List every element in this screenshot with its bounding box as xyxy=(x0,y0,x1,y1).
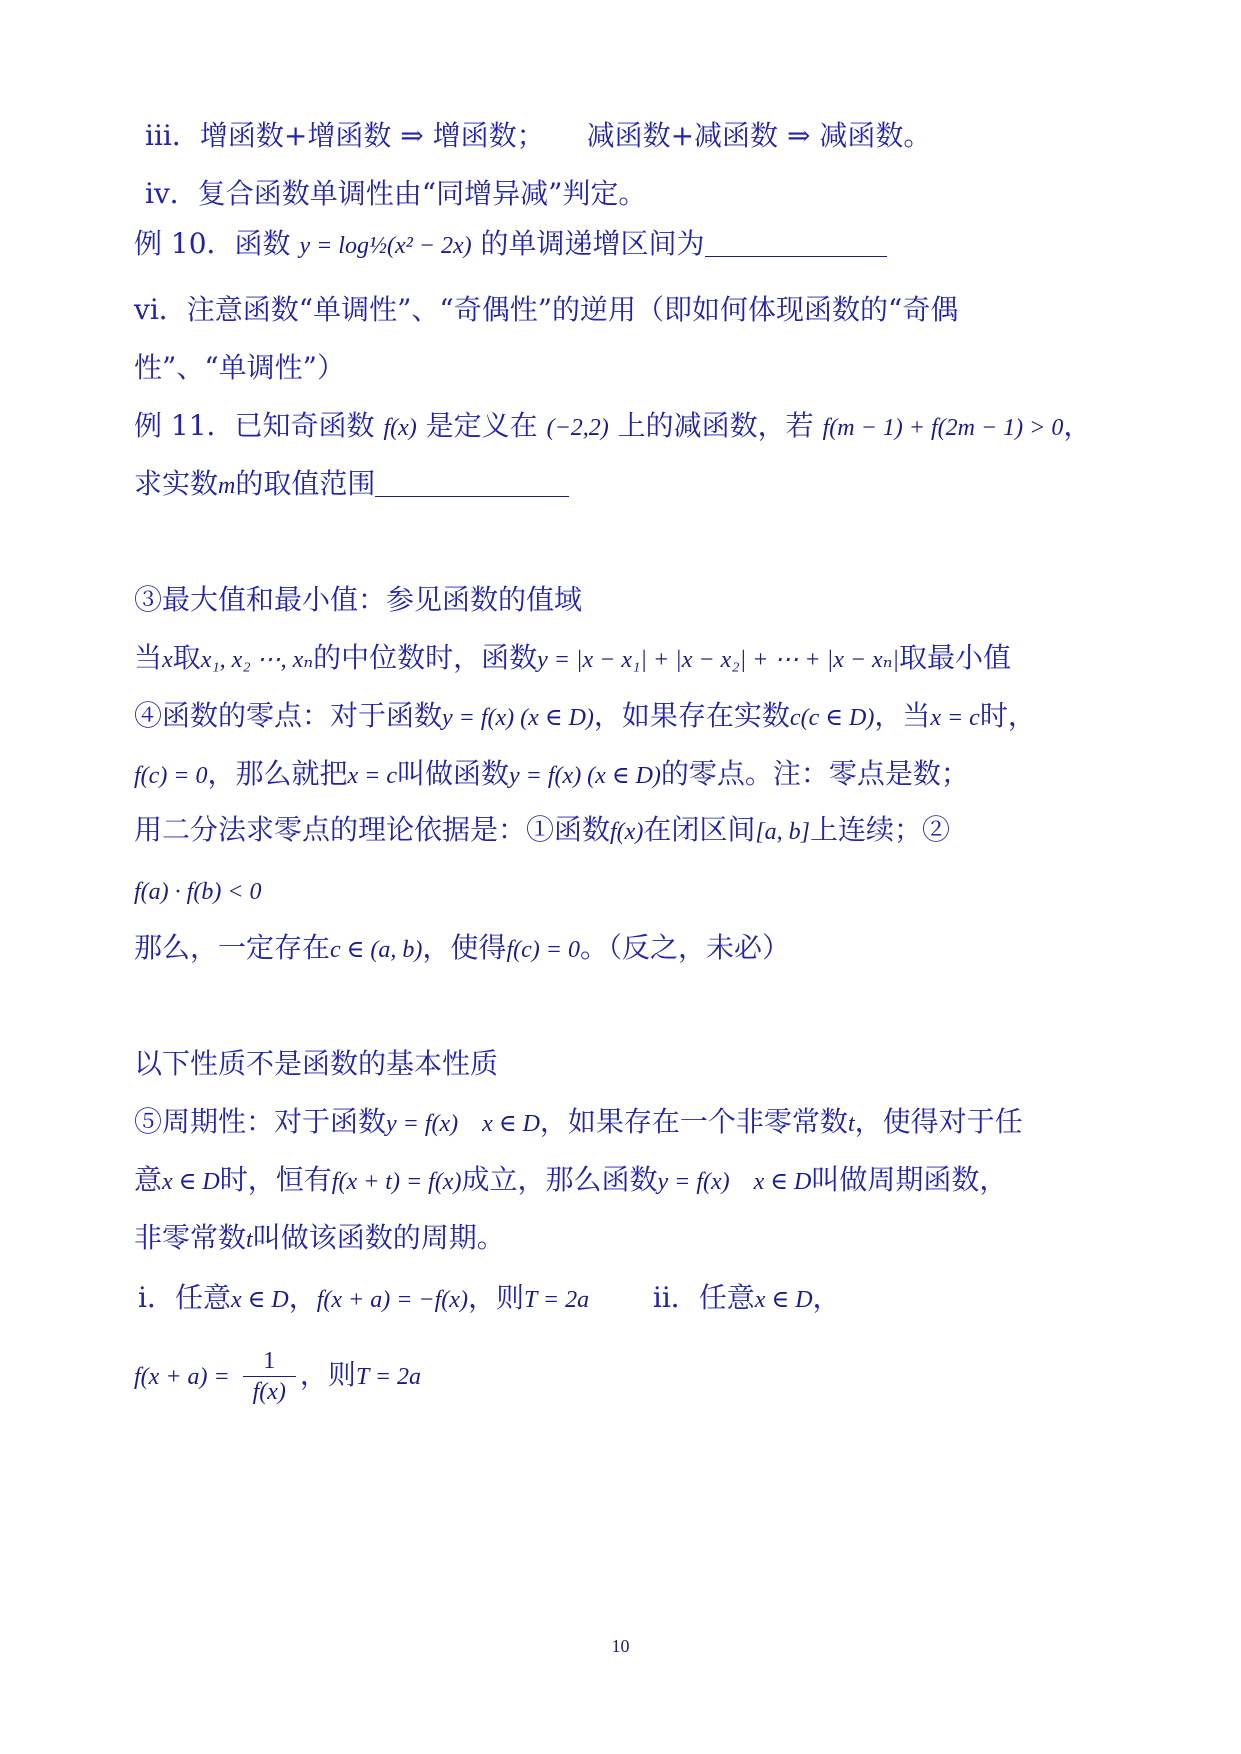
page-number: 10 xyxy=(611,1636,630,1656)
line-product-condition: f(a) · f(b) < 0 xyxy=(134,879,262,905)
line-bisection: 用二分法求零点的理论依据是：①函数f(x)在闭区间[a, b]上连续；② xyxy=(134,813,951,846)
fraction: $\frac{1}{f(x)}$ xyxy=(243,1346,296,1407)
line-inverse-use-cont: 性”、“单调性”） xyxy=(134,351,345,384)
example-10: 例 10．函数 y = log½(x² − 2x) 的单调递增区间为 xyxy=(134,226,887,264)
line-existence: 那么，一定存在c ∈ (a, b)，使得f(c) = 0。（反之，未必） xyxy=(134,931,790,964)
line-median: 当x取x₁, x₂ ⋯, xₙ的中位数时，函数y = |x − x₁| + |x − x₂| + ⋯ + |x − xₙ|取最小值 xyxy=(134,641,1012,674)
answer-blank[interactable] xyxy=(705,228,887,257)
section-periodicity: ⑤周期性：对于函数y = f(x) x ∈ D，如果存在一个非零常数t，使得对于任 xyxy=(134,1105,1023,1138)
line-inverse-use: vi．注意函数“单调性”、“奇偶性”的逆用（即如何体现函数的“奇偶 xyxy=(134,293,959,326)
line-increasing-sum: iii．增函数+增函数 ⇒ 增函数； 减函数+减函数 ⇒ 减函数。 xyxy=(145,119,932,152)
line-periodic-definition: 意x ∈ D时，恒有f(x + t) = f(x)成立，那么函数y = f(x) x ∈ D叫做周期函数， xyxy=(134,1163,1008,1196)
example-11-cont: 求实数m的取值范围 xyxy=(134,466,569,504)
section-non-basic: 以下性质不是函数的基本性质 xyxy=(134,1047,499,1080)
example-11: 例 11．已知奇函数 f(x) 是定义在 (−2,2) 上的减函数，若 f(m − 1) + f(2m − 1) > 0， xyxy=(134,409,1092,442)
line-reciprocal-rule: f(x + a) = $\frac{1}{f(x)}$ ，则T = 2a xyxy=(134,1348,422,1405)
section-max-min: ③最大值和最小值：参见函数的值域 xyxy=(134,583,583,616)
line-period-rules: i．任意x ∈ D，f(x + a) = −f(x)，则T = 2a ii．任意x ∈ D， xyxy=(138,1281,841,1314)
line-composite-rule: iv．复合函数单调性由“同增异减”判定。 xyxy=(145,177,647,210)
section-zero-point: ④函数的零点：对于函数y = f(x) (x ∈ D)，如果存在实数c(c ∈ D)，当x = c时， xyxy=(134,699,1036,732)
line-zero-definition: f(c) = 0，那么就把x = c叫做函数y = f(x) (x ∈ D)的零点。注：零点是数； xyxy=(134,757,969,790)
answer-blank[interactable] xyxy=(375,468,569,497)
line-period: 非零常数t叫做该函数的周期。 xyxy=(134,1221,505,1254)
